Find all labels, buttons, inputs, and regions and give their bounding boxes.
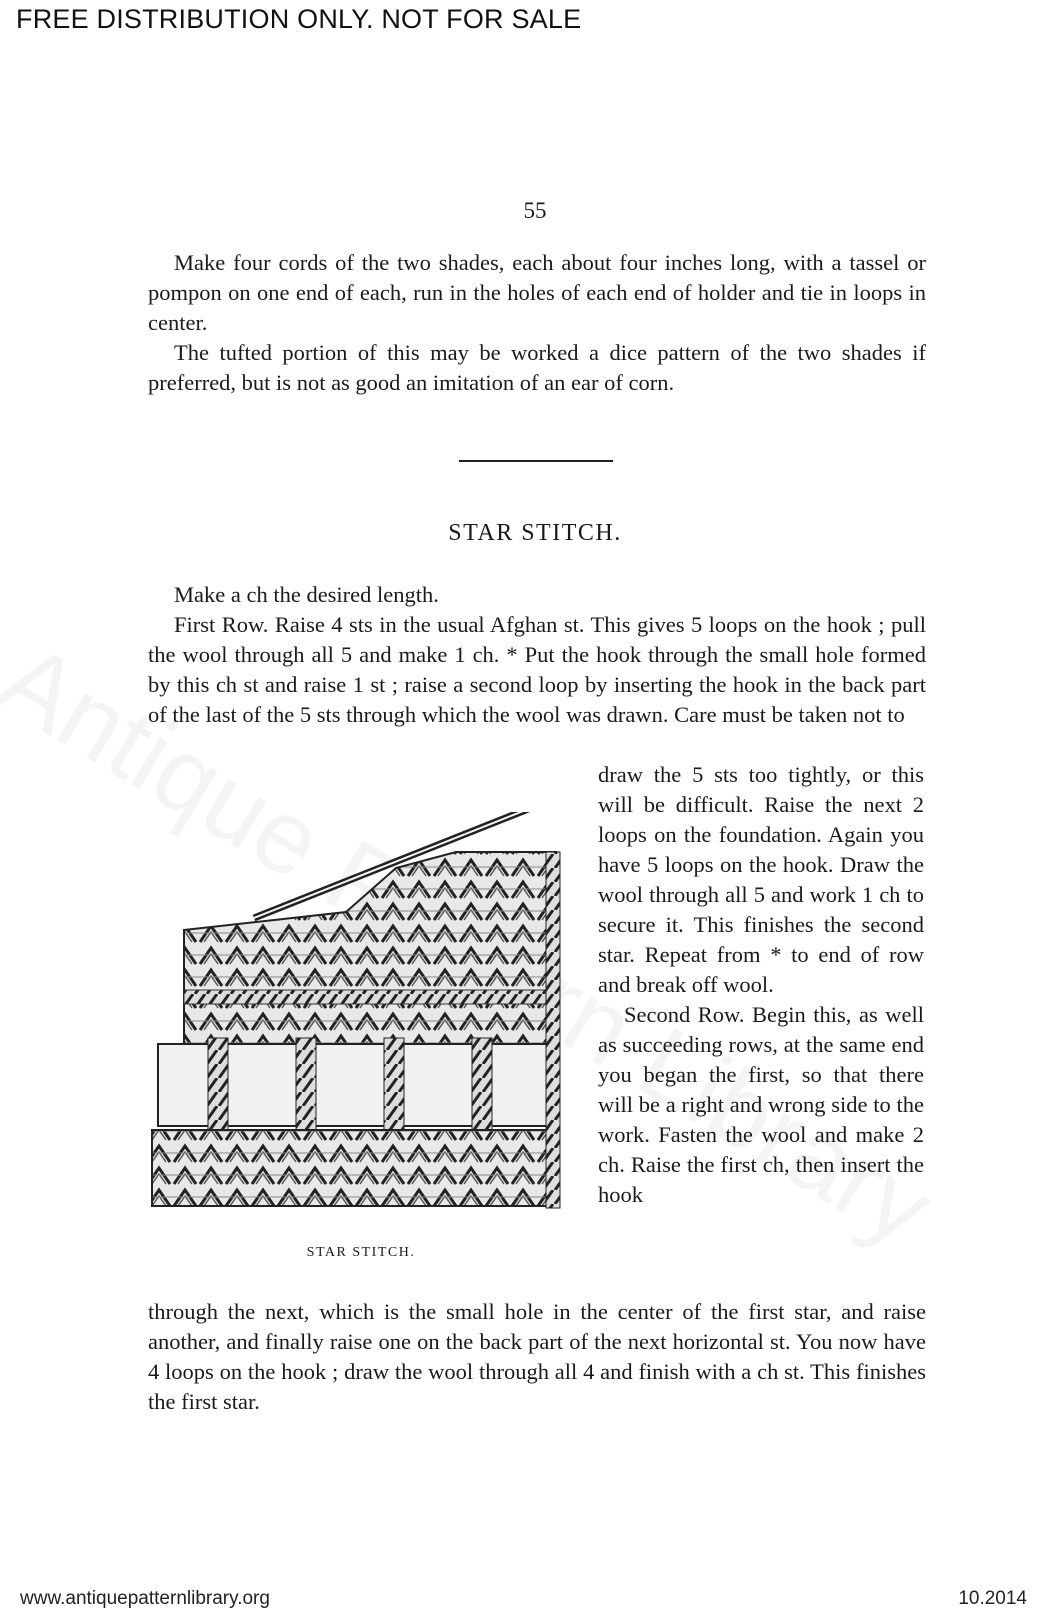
intro-paragraph: The tufted portion of this may be worked a dice pattern of the two shades if preferred, but is not as good an imitation of an ear of corn.: [148, 340, 926, 395]
intro-paragraph: Make four cords of the two shades, each about four inches long, with a tassel or pompon on one end of each, run in the holes of each end of holder and tie in loops in center.: [148, 250, 926, 335]
body-top: [148, 580, 926, 730]
footer-url: www.antiquepatternlibrary.org: [20, 1588, 270, 1609]
intro-section: [148, 248, 926, 398]
star-stitch-illustration: [146, 812, 578, 1220]
section-divider: [459, 460, 613, 462]
figure-caption: STAR STITCH.: [306, 1245, 416, 1260]
distribution-banner: FREE DISTRIBUTION ONLY. NOT FOR SALE: [16, 4, 582, 34]
body-paragraph: First Row. Raise 4 sts in the usual Afghan st. This gives 5 loops on the hook ; pull the wool through all 5 and make 1 ch. * Put the hook through the small hole formed by this ch st and raise 1 st ; raise a second loop by inserting the hook in the back part of the last of the 5 sts through which the wool was drawn. Care must be taken not to: [148, 612, 926, 727]
section-heading: STAR STITCH.: [448, 520, 622, 546]
footer-date: 10.2014: [958, 1588, 1027, 1609]
body-paragraph: Second Row. Begin this, as well as succeeding rows, at the same end you began the first, so that there will be a right and wrong side to the work. Fasten the wool and make 2 ch. Raise the first ch, then insert the hook: [598, 1002, 924, 1207]
body-paragraph: through the next, which is the small hole in the center of the first star, and raise another, and finally raise one on the back part of the next horizontal st. You now have 4 loops on the hook ; draw the wool through all 4 and finish with a ch st. This finishes the first star.: [148, 1299, 926, 1414]
body-side-column: [598, 760, 924, 1210]
body-bottom: [148, 1297, 926, 1417]
body-paragraph: draw the 5 sts too tightly, or this will be difficult. Raise the next 2 loops on the foundation. Again you have 5 loops on the hook. Draw the wool through all 5 and work 1 ch to secure it. This finishes the second star. Repeat from * to end of row and break off wool.: [598, 762, 924, 997]
body-paragraph: Make a ch the desired length.: [174, 582, 439, 607]
page-number: 55: [523, 198, 547, 223]
